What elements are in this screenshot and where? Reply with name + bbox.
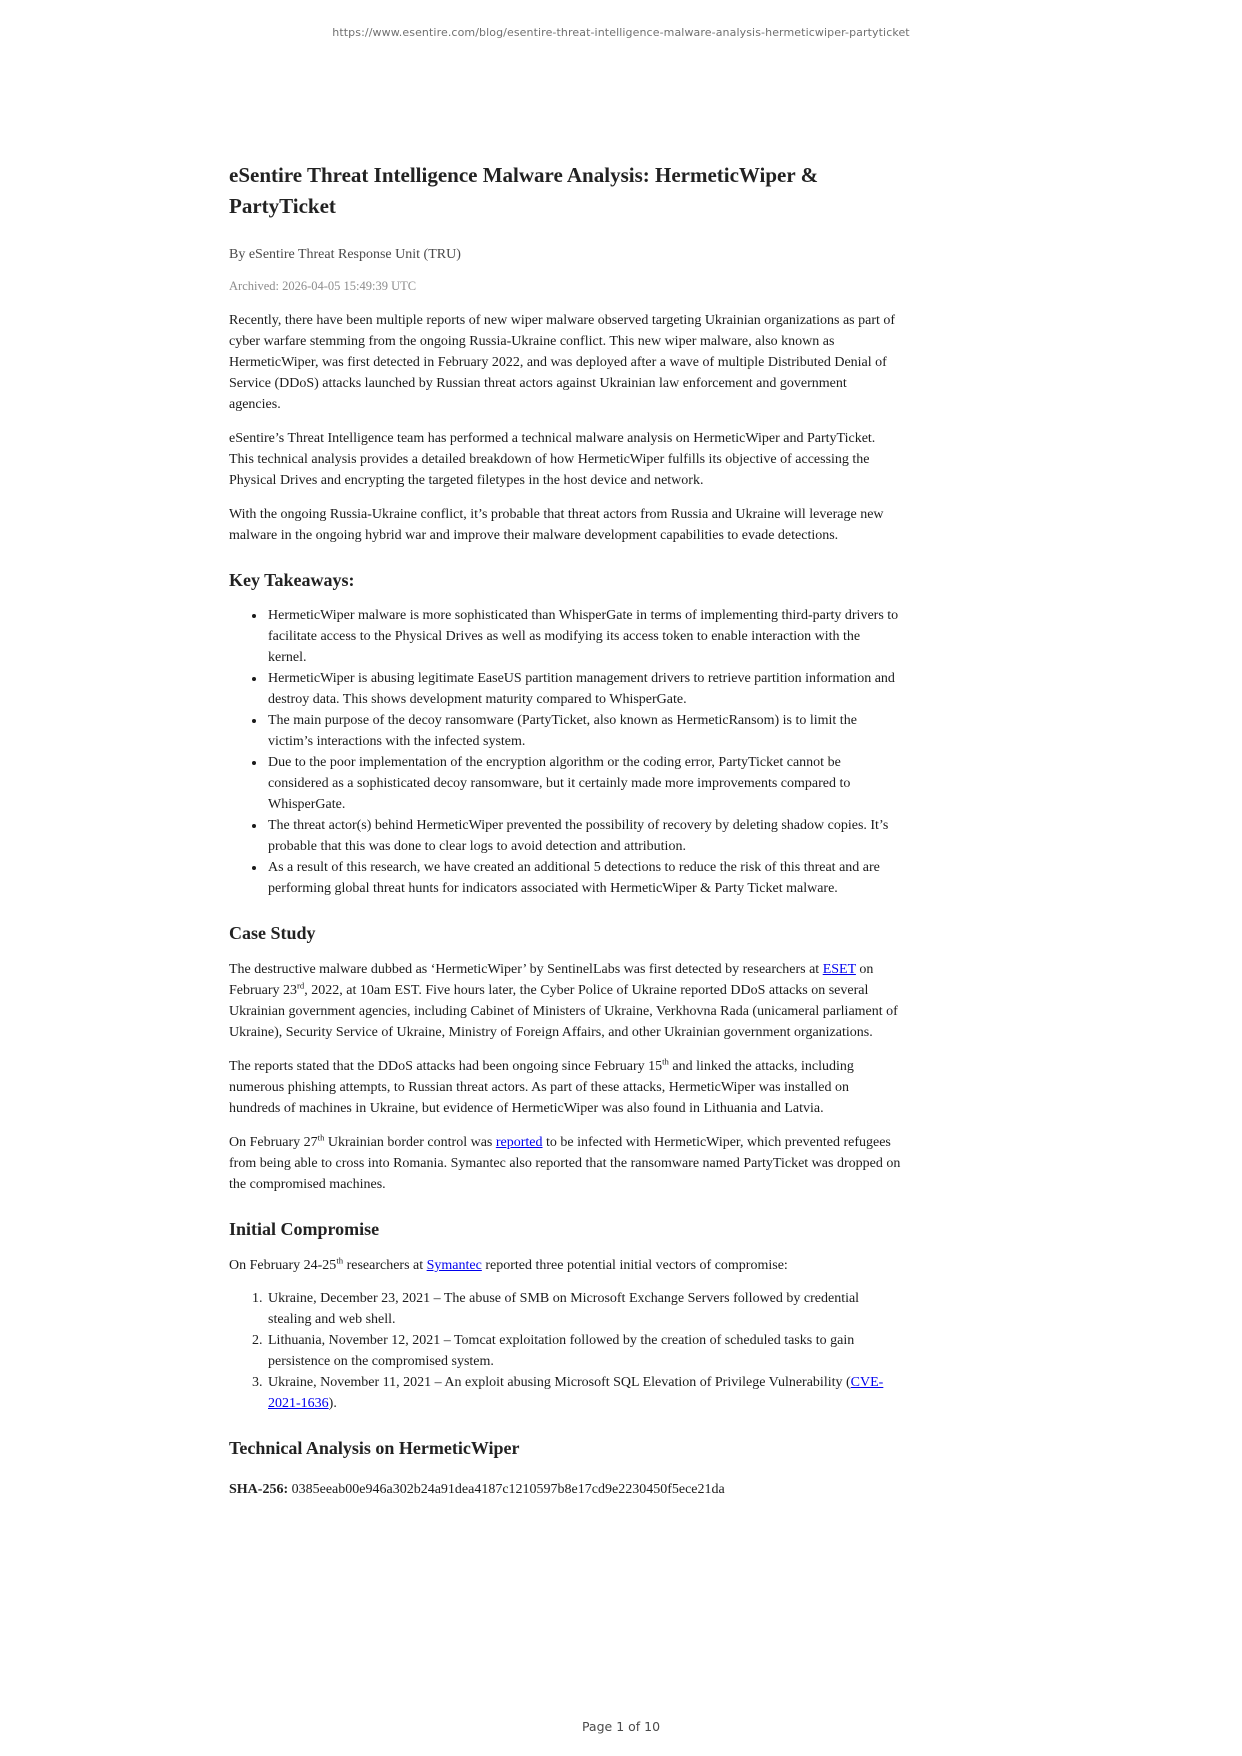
symantec-link[interactable]: Symantec xyxy=(426,1258,482,1273)
section-heading-case-study: Case Study xyxy=(229,923,316,943)
case-study-paragraph xyxy=(229,1056,901,1119)
ordinal-superscript: th xyxy=(662,1056,669,1067)
list-item: 1. Ukraine, December 23, 2021 – The abuse of SMB on Microsoft Exchange Servers followed by credential stealing and web shell. xyxy=(266,1288,901,1330)
reported-link[interactable]: reported xyxy=(495,1135,543,1150)
ordinal-superscript: rd xyxy=(297,980,305,991)
case-study-paragraph xyxy=(229,1132,901,1195)
list-item: • HermeticWiper malware is more sophisticated than WhisperGate in terms of implementing third-party drivers to facilitate access to the Physical Drives as well as modifying its access token to enable interaction with the kernel. xyxy=(266,605,901,668)
page-number: Page 1 of 10 xyxy=(581,1719,661,1734)
ordinal-superscript: th xyxy=(317,1132,325,1143)
initial-compromise-list xyxy=(229,1288,901,1414)
text-run: and linked the attacks, including numerous phishing attempts, to Russian threat actors. As part of these attacks, HermeticWiper was installed on hundreds of machines in Ukraine, but evidence of HermeticWiper was also found in Lithuania and Latvia. xyxy=(229,1059,854,1116)
article-body xyxy=(229,0,901,1500)
section-heading-key-takeaways: Key Takeaways: xyxy=(229,570,355,590)
list-item: • The threat actor(s) behind HermeticWiper prevented the possibility of recovery by deleting shadow copies. It’s probable that this was done to clear logs to avoid detection and attribution. xyxy=(266,815,901,857)
key-takeaways-list xyxy=(229,605,901,899)
list-item: • As a result of this research, we have created an additional 5 detections to reduce the risk of this threat and are performing global threat hunts for indicators associated with HermeticWiper & Party Ticket malware. xyxy=(266,857,901,899)
text-run: reported three potential initial vectors of compromise: xyxy=(481,1258,788,1273)
list-item: • HermeticWiper is abusing legitimate EaseUS partition management drivers to retrieve partition information and destroy data. This shows development maturity compared to WhisperGate. xyxy=(266,668,901,710)
text-run: Ukrainian border control was xyxy=(324,1135,496,1150)
initial-compromise-intro xyxy=(229,1255,901,1276)
text-run: The destructive malware dubbed as ‘HermeticWiper’ by SentinelLabs was first detected by researchers at xyxy=(229,962,823,977)
text-run: Ukraine, November 11, 2021 – An exploit abusing Microsoft SQL Elevation of Privilege Vulnerability ( xyxy=(268,1375,851,1390)
eset-link[interactable]: ESET xyxy=(822,962,856,977)
section-heading-initial-compromise: Initial Compromise xyxy=(229,1219,380,1239)
text-run: On February 24-25 xyxy=(229,1258,337,1273)
page-title: eSentire Threat Intelligence Malware Analysis: HermeticWiper & PartyTicket xyxy=(229,163,819,218)
intro-paragraph: With the ongoing Russia-Ukraine conflict, it’s probable that threat actors from Russia and Ukraine will leverage new malware in the ongoing hybrid war and improve their malware development capabilities to evade detections. xyxy=(229,507,884,543)
sha256-label: SHA-256: xyxy=(229,1482,289,1497)
list-item: 2. Lithuania, November 12, 2021 – Tomcat exploitation followed by the creation of scheduled tasks to gain persistence on the compromised system. xyxy=(266,1330,901,1372)
intro-paragraph: eSentire’s Threat Intelligence team has performed a technical malware analysis on HermeticWiper and PartyTicket. This technical analysis provides a detailed breakdown of how HermeticWiper fulfills its objective of accessing the Physical Drives and encrypting the targeted filetypes in the host device and network. xyxy=(229,431,876,488)
ordinal-superscript: th xyxy=(336,1255,344,1266)
text-run: The reports stated that the DDoS attacks had been ongoing since February 15 xyxy=(229,1059,663,1074)
section-heading-technical-analysis: Technical Analysis on HermeticWiper xyxy=(229,1438,520,1458)
sha256-line xyxy=(229,1479,901,1500)
cve-2021-1636-link[interactable]: CVE-2021-1636 xyxy=(268,1375,884,1411)
intro-paragraph: Recently, there have been multiple reports of new wiper malware observed targeting Ukrainian organizations as part of cyber warfare stemming from the ongoing Russia-Ukraine conflict. This new wiper malware, also known as HermeticWiper, was first detected in February 2022, and was deployed after a wave of multiple Distributed Denial of Service (DDoS) attacks launched by Russian threat actors against Ukrainian law enforcement and government agencies. xyxy=(229,313,896,412)
text-run: on February 23 xyxy=(229,962,874,998)
archived-timestamp: Archived: 2026-04-05 15:49:39 UTC xyxy=(229,279,417,293)
archived-page-url: https://www.esentire.com/blog/esentire-threat-intelligence-malware-analysis-hermeticwiper-partyticket xyxy=(332,26,910,39)
list-item: • Due to the poor implementation of the encryption algorithm or the coding error, PartyTicket cannot be considered as a sophisticated decoy ransomware, but it certainly made more improvements compared to WhisperGate. xyxy=(266,752,901,815)
text-run: ). xyxy=(328,1396,337,1411)
case-study-paragraph xyxy=(229,959,901,1043)
text-run: researchers at xyxy=(343,1258,427,1273)
text-run: , 2022, at 10am EST. Five hours later, the Cyber Police of Ukraine reported DDoS attacks on several Ukrainian government agencies, including Cabinet of Ministers of Ukraine, Verkhovna Rada (unicameral parliament of Ukraine), Security Service of Ukraine, Ministry of Foreign Affairs, and other Ukrainian government organizations. xyxy=(229,983,898,1040)
text-run: to be infected with HermeticWiper, which prevented refugees from being able to cross into Romania. Symantec also reported that the ransomware named PartyTicket was dropped on the compromised machines. xyxy=(229,1135,901,1192)
sha256-value: 0385eeab00e946a302b24a91dea4187c1210597b8e17cd9e2230450f5ece21da xyxy=(291,1482,725,1497)
byline: By eSentire Threat Response Unit (TRU) xyxy=(229,247,461,262)
list-item xyxy=(266,1372,901,1414)
text-run: On February 27 xyxy=(229,1135,318,1150)
list-item: • The main purpose of the decoy ransomware (PartyTicket, also known as HermeticRansom) is to limit the victim’s interactions with the infected system. xyxy=(266,710,901,752)
